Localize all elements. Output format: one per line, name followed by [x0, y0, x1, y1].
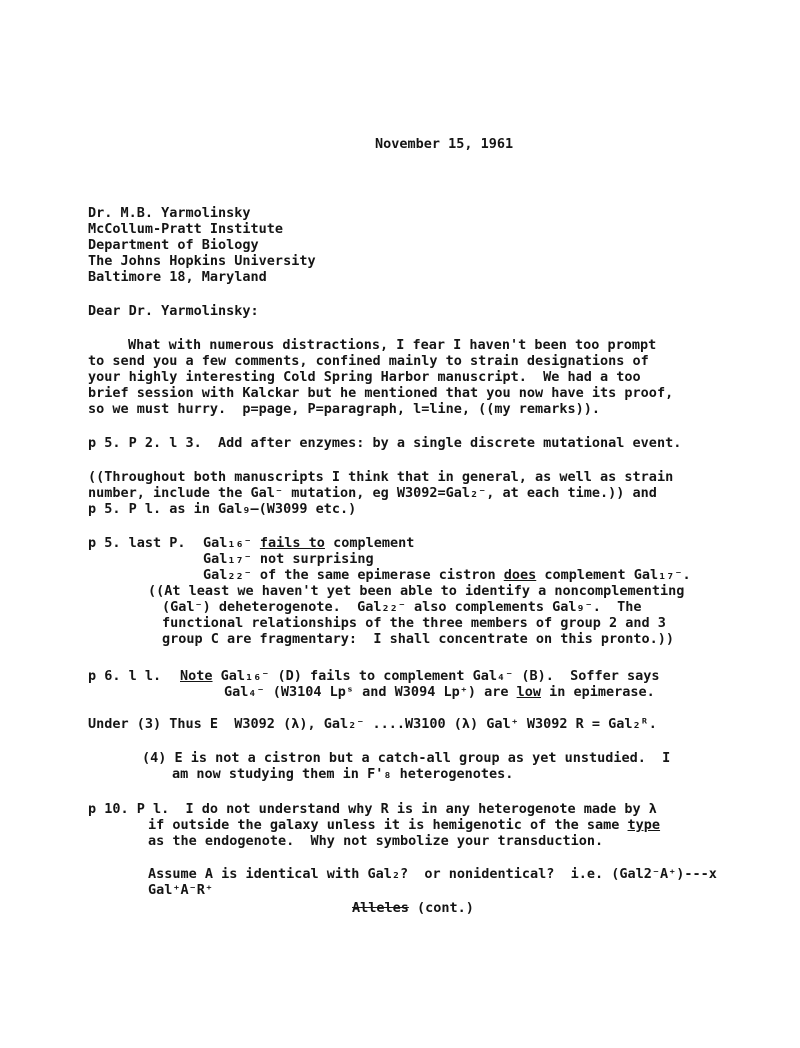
intro-line-3: your highly interesting Cold Spring Harbor manuscript. We had a too — [88, 369, 641, 385]
p6-line-2: Gal₄⁻ (W3104 Lpˢ and W3094 Lp⁺) are low in epimerase. — [224, 684, 655, 700]
address-line-1: Dr. M.B. Yarmolinsky — [88, 205, 251, 221]
p6-line-1: Note Gal₁₆⁻ (D) fails to complement Gal₄⁻ (B). Soffer says — [180, 668, 660, 684]
last-p-line-3: Gal₂₂⁻ of the same epimerase cistron does complement Gal₁₇⁻. — [203, 567, 691, 583]
intro-line-4: brief session with Kalckar but he mentioned that you now have its proof, — [88, 385, 674, 401]
throughout-line-3: p 5. P l. as in Gal₉—(W3099 etc.) — [88, 501, 357, 517]
p10-line-2: if outside the galaxy unless it is hemigenotic of the same type — [148, 817, 661, 833]
last-p-line-1: Gal₁₆⁻ fails to complement — [203, 535, 415, 551]
remark-p5-p2-l3: p 5. P 2. l 3. Add after enzymes: by a single discrete mutational event. — [88, 435, 682, 451]
address-line-4: The Johns Hopkins University — [88, 253, 316, 269]
throughout-line-2: number, include the Gal⁻ mutation, eg W3092=Gal₂⁻, at each time.)) and — [88, 485, 657, 501]
p10-line-3: as the endogenote. Why not symbolize your transduction. — [148, 833, 604, 849]
under-3-line: Under (3) Thus E W3092 (λ), Gal₂⁻ ....W3100 (λ) Gal⁺ W3092 R = Gal₂ᴿ. — [88, 716, 657, 732]
throughout-line-1: ((Throughout both manuscripts I think that in general, as well as strain — [88, 469, 674, 485]
footer-continuation: Alleles (cont.) — [352, 900, 474, 916]
assume-line-1: Assume A is identical with Gal₂? or nonidentical? i.e. (Gal2⁻A⁺)---x — [148, 866, 717, 882]
address-line-3: Department of Biology — [88, 237, 259, 253]
item-4-line-1: (4) E is not a cistron but a catch-all group as yet unstudied. I — [142, 750, 671, 766]
address-line-2: McCollum-Pratt Institute — [88, 221, 284, 237]
struck-word: Alleles — [352, 900, 409, 916]
last-p-rest-2: (Gal⁻) deheterogenote. Gal₂₂⁻ also complements Gal₉⁻. The — [162, 599, 642, 615]
intro-line-2: to send you a few comments, confined mainly to strain designations of — [88, 353, 649, 369]
last-p-rest-3: functional relationships of the three members of group 2 and 3 — [162, 615, 666, 631]
last-p-rest-4: group C are fragmentary: I shall concentrate on this pronto.)) — [162, 631, 675, 647]
last-p-rest-1: ((At least we haven't yet been able to identify a noncomplementing — [148, 583, 685, 599]
item-4-line-2: am now studying them in F'₈ heterogenotes. — [172, 766, 514, 782]
address-line-5: Baltimore 18, Maryland — [88, 269, 267, 285]
last-p-line-2: Gal₁₇⁻ not surprising — [203, 551, 374, 567]
last-p-prefix: p 5. last P. — [88, 535, 186, 551]
assume-line-2: Gal⁺A⁻R⁺ — [148, 882, 214, 898]
salutation: Dear Dr. Yarmolinsky: — [88, 303, 259, 319]
note-label: Note — [180, 668, 213, 684]
p10-line-1: p 10. P l. I do not understand why R is in any heterogenote made by λ — [88, 801, 657, 817]
intro-line-5: so we must hurry. p=page, P=paragraph, l=line, ((my remarks)). — [88, 401, 601, 417]
p6-prefix: p 6. l l. — [88, 668, 162, 684]
letter-date: November 15, 1961 — [375, 136, 514, 152]
intro-line-1: What with numerous distractions, I fear I haven't been too prompt — [128, 337, 657, 353]
